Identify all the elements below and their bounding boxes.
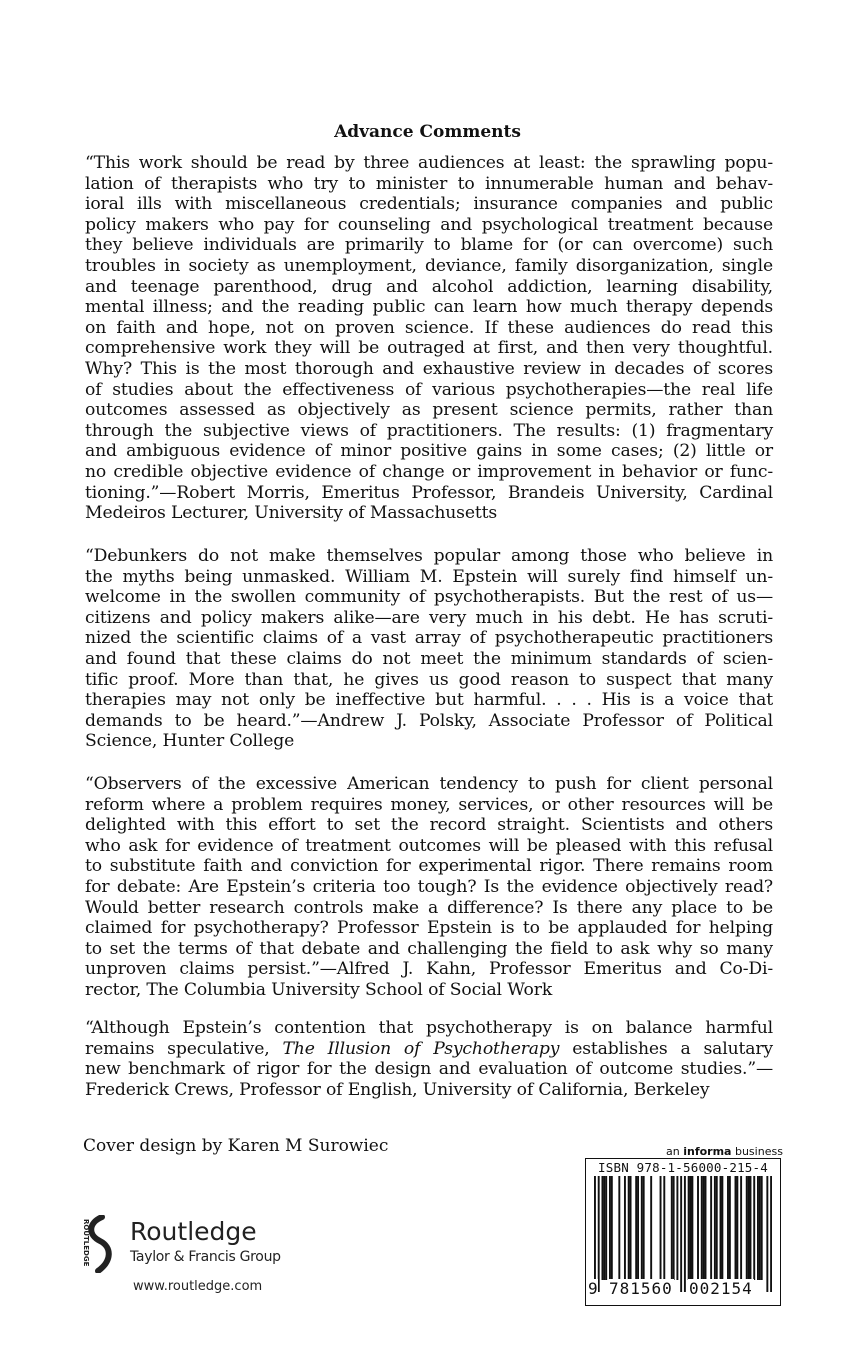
section-heading: Advance Comments (334, 122, 521, 142)
isbn-barcode (585, 1158, 781, 1306)
barcode-bar (605, 1176, 607, 1280)
quote-line: and found that these claims do not meet the minimum standards of scien- (85, 648, 773, 669)
barcode-bar (598, 1176, 600, 1292)
barcode-bar (714, 1176, 716, 1280)
barcode-bar (740, 1176, 742, 1280)
quote-line: tioning.”—Robert Morris, Emeritus Professor, Brandeis University, Cardinal (85, 482, 773, 503)
barcode-bar (703, 1176, 705, 1280)
quote-line: new benchmark of rigor for the design and evaluation of outcome studies.”— (85, 1059, 773, 1080)
barcode-bar (748, 1176, 750, 1280)
quote-line: demands to be heard.”—Andrew J. Polsky, Associate Professor of Political (85, 710, 773, 731)
barcode-bar (618, 1176, 620, 1280)
barcode-bar (770, 1176, 772, 1292)
quote-line: welcome in the swollen community of psychotherapists. But the rest of us— (85, 587, 773, 608)
barcode-bar (721, 1176, 723, 1280)
quote-text-segment: remains speculative, (85, 1038, 283, 1059)
quote-line: no credible objective evidence of change or improvement in behavior or func- (85, 461, 773, 482)
barcode-bar (637, 1176, 639, 1280)
barcode-bar (759, 1176, 761, 1280)
barcode-bar (603, 1176, 605, 1280)
quote-block-kahn (85, 774, 773, 1001)
isbn-label: ISBN 978-1-56000-215-4 (598, 1160, 768, 1175)
barcode-bar (720, 1176, 722, 1280)
quote-line: reform where a problem requires money, services, or other resources will be (85, 794, 773, 815)
quote-line: and teenage parenthood, drug and alcohol addiction, learning disability, (85, 276, 773, 297)
barcode-bar (766, 1176, 768, 1292)
quote-line: through the subjective views of practitioners. The results: (1) fragmentary (85, 420, 773, 441)
quote-line: “Debunkers do not make themselves popular among those who believe in (85, 546, 773, 566)
quote-line: and ambiguous evidence of minor positive gains in some cases; (2) little or (85, 441, 773, 462)
barcode-bar (727, 1176, 729, 1280)
quote-line: to set the terms of that debate and challenging the field to ask why so many (85, 938, 773, 959)
barcode-bars (594, 1176, 772, 1292)
quote-line: to substitute faith and conviction for experimental rigor. There remains room (85, 856, 773, 877)
barcode-bar (676, 1176, 678, 1280)
barcode-bar (729, 1176, 731, 1280)
quote-line: nized the scientific claims of a vast array of psychotherapeutic practitioners (85, 628, 773, 649)
barcode-bar (635, 1176, 637, 1280)
barcode-bar (641, 1176, 643, 1280)
publisher-group: Taylor & Francis Group (130, 1249, 281, 1265)
quote-block-polsky (85, 546, 773, 752)
quote-line: ioral ills with miscellaneous credentials; insurance companies and public (85, 194, 773, 215)
barcode-bar (705, 1176, 707, 1280)
publisher-name: Routledge (130, 1217, 257, 1246)
quote-line: rector, The Columbia University School of Social Work (85, 979, 553, 1000)
barcode-bar (601, 1176, 603, 1280)
informa-prefix: an (666, 1145, 684, 1158)
barcode-bar (680, 1176, 682, 1292)
barcode-bar (673, 1176, 675, 1280)
quote-line: mental illness; and the reading public can learn how much therapy depends (85, 297, 773, 318)
barcode-bar (757, 1176, 759, 1280)
barcode-bar (701, 1176, 703, 1280)
quote-block-crews (85, 1018, 773, 1100)
quote-line: tific proof. More than that, he gives us good reason to suspect that many (85, 669, 773, 690)
quote-text-segment: establishes a salutary (559, 1038, 773, 1059)
quote-line: on faith and hope, not on proven science. If these audiences do read this (85, 317, 773, 338)
quote-line: Science, Hunter College (85, 731, 295, 752)
barcode-bar (650, 1176, 652, 1280)
informa-suffix: business (731, 1145, 783, 1158)
barcode-bar (735, 1176, 737, 1280)
barcode-bar (736, 1176, 738, 1280)
barcode-bar (594, 1176, 596, 1292)
barcode-digits-right: 002154 (689, 1279, 753, 1298)
quote-line: outcomes assessed as objectively as present science permits, rather than (85, 400, 773, 421)
quote-line: Medeiros Lecturer, University of Massachusetts (85, 503, 498, 524)
quote-line: policy makers who pay for counseling and psychological treatment because (85, 214, 773, 235)
quote-line: unproven claims persist.”—Alfred J. Kahn, Professor Emeritus and Co-Di- (85, 959, 773, 980)
quote-line: Would better research controls make a difference? Is there any place to be (85, 897, 773, 918)
quote-line: Why? This is the most thorough and exhaustive review in decades of scores (85, 358, 773, 379)
informa-business-label (666, 1145, 783, 1158)
quote-line: comprehensive work they will be outraged at first, and then very thoughtful. (85, 338, 773, 359)
barcode-bar (750, 1176, 752, 1280)
barcode-bar (628, 1176, 630, 1280)
informa-brand: informa (683, 1145, 732, 1158)
quote-line: citizens and policy makers alike—are very much in his debt. He has scruti- (85, 607, 773, 628)
barcode-digits (586, 1279, 780, 1303)
barcode-bar (611, 1176, 613, 1280)
barcode-digits-left: 781560 (609, 1279, 673, 1298)
barcode-bar (609, 1176, 611, 1280)
quote-line: troubles in society as unemployment, deviance, family disorganization, single (85, 255, 773, 276)
barcode-bar (630, 1176, 632, 1280)
quote-line: “Observers of the excessive American tendency to push for client personal (85, 774, 773, 794)
quote-line: “Although Epstein’s contention that psychotherapy is on balance harmful (85, 1018, 773, 1038)
publisher-block (78, 1215, 338, 1275)
barcode-bar (688, 1176, 690, 1280)
barcode-bar (643, 1176, 645, 1280)
barcode-bar (663, 1176, 665, 1280)
barcode-bar (671, 1176, 673, 1280)
publisher-url[interactable]: www.routledge.com (133, 1279, 263, 1294)
quote-block-morris (85, 153, 773, 524)
barcode-bar (753, 1176, 755, 1280)
quote-line: claimed for psychotherapy? Professor Epstein is to be applauded for helping (85, 918, 773, 939)
quote-line: lation of therapists who try to minister to innumerable human and behav- (85, 173, 773, 194)
barcode-bar (660, 1176, 662, 1280)
barcode-bar (761, 1176, 763, 1280)
quote-line: who ask for evidence of treatment outcomes will be pleased with this refusal (85, 835, 773, 856)
quote-line: Frederick Crews, Professor of English, University of California, Berkeley (85, 1079, 710, 1100)
quote-line: of studies about the effectiveness of various psychotherapies—the real life (85, 379, 773, 400)
cover-design-credit: Cover design by Karen M Surowiec (83, 1136, 389, 1156)
routledge-logo-text: ROUTLEDGE (82, 1219, 90, 1267)
quote-line: delighted with this effort to set the record straight. Scientists and others (85, 815, 773, 836)
quote-line: for debate: Are Epstein’s criteria too tough? Is the evidence objectively read? (85, 876, 773, 897)
barcode-bar (697, 1176, 699, 1280)
quote-line: they believe individuals are primarily to blame for (or can overcome) such (85, 235, 773, 256)
routledge-logo-icon (78, 1215, 114, 1273)
barcode-bar (691, 1176, 693, 1280)
barcode-bar (746, 1176, 748, 1280)
barcode-bar (710, 1176, 712, 1280)
barcode-bar (624, 1176, 626, 1280)
quote-line: therapies may not only be ineffective but harmful. . . . His is a voice that (85, 690, 773, 711)
quote-line: the myths being unmasked. William M. Epstein will surely find himself un- (85, 566, 773, 587)
barcode-bar (690, 1176, 692, 1280)
barcode-digit-first: 9 (588, 1279, 598, 1298)
book-title: The Illusion of Psychotherapy (282, 1038, 560, 1059)
quote-line (85, 1039, 773, 1060)
barcode-bar (684, 1176, 686, 1292)
barcode-bar (716, 1176, 718, 1280)
quote-line: “This work should be read by three audiences at least: the sprawling popu- (85, 153, 773, 173)
